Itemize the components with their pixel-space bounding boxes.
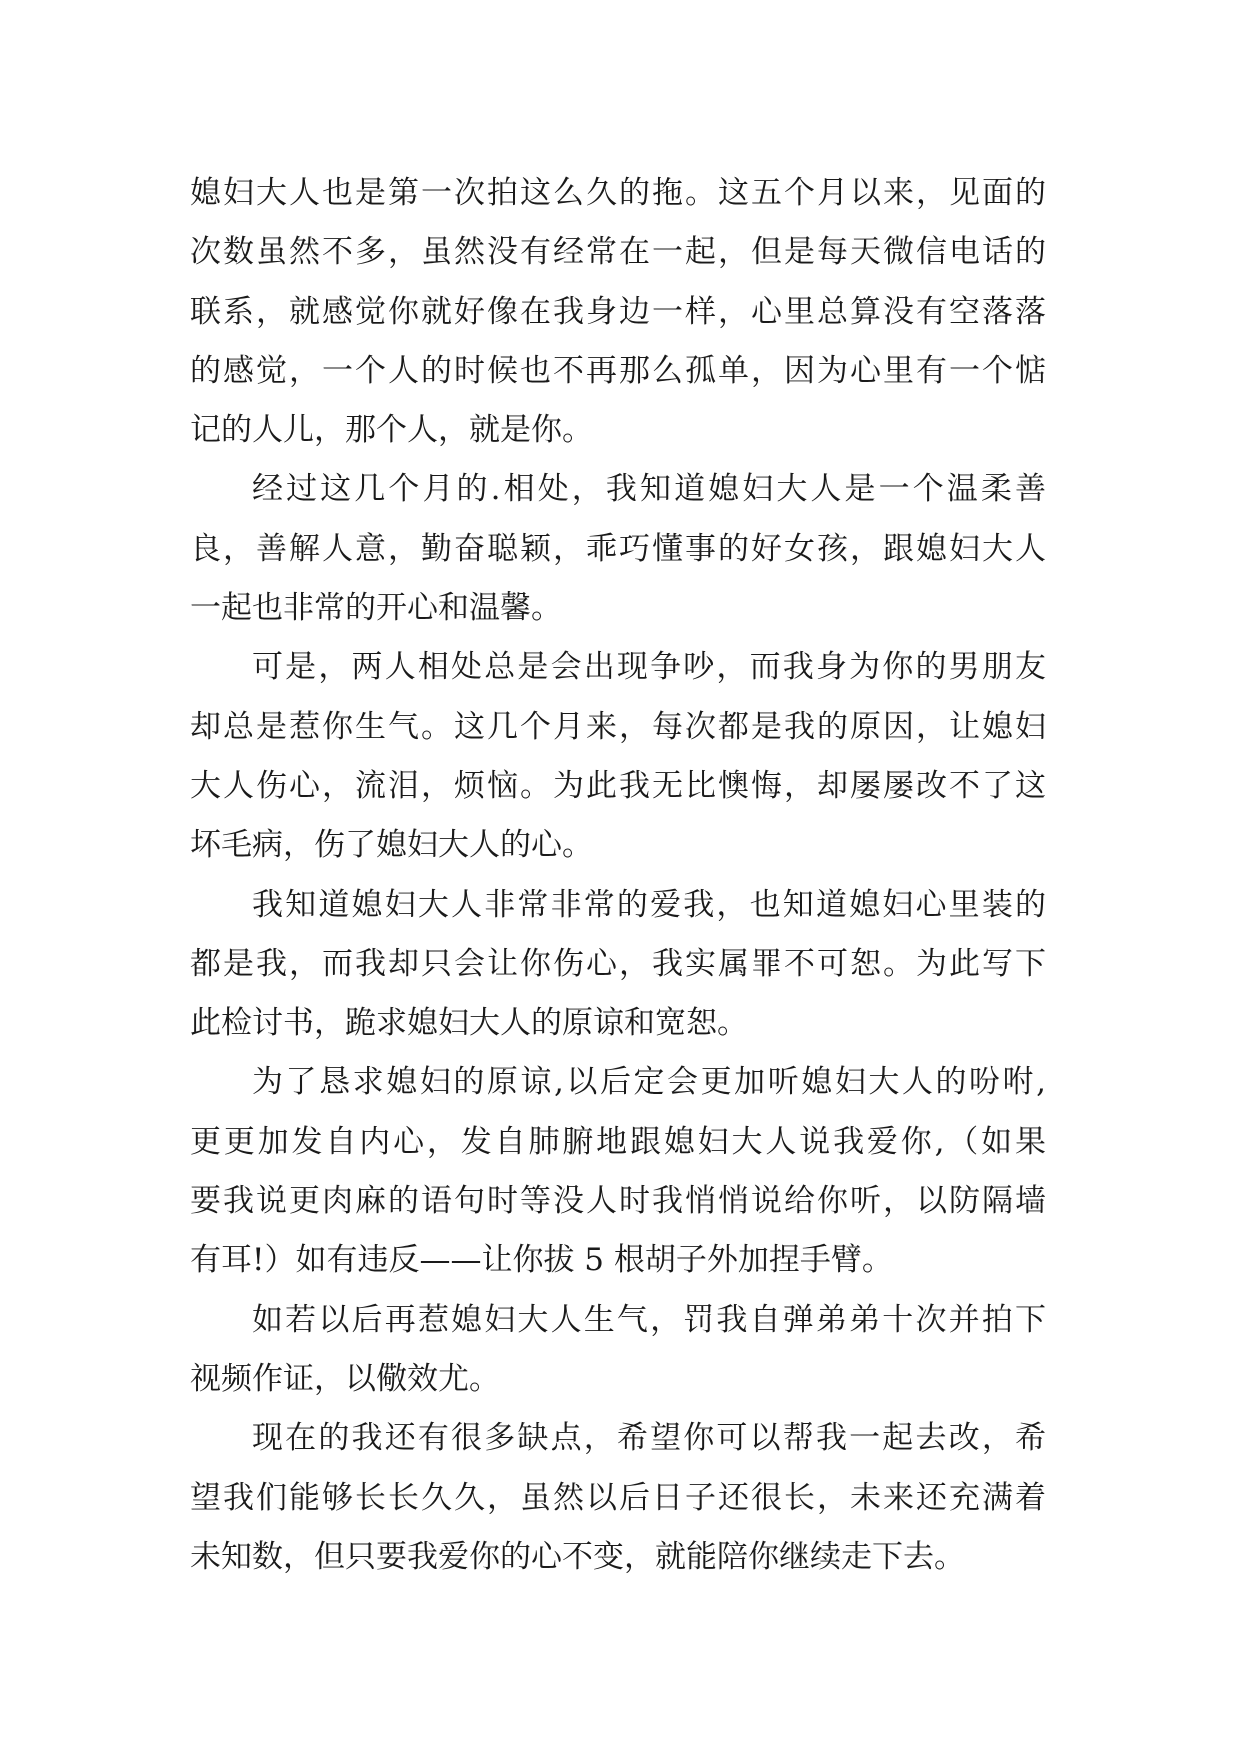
text-line: 未知数，但只要我爱你的心不变，就能陪你继续走下去。 bbox=[190, 1538, 965, 1575]
text-line: 视频作证，以儆效尤。 bbox=[190, 1360, 500, 1397]
text-line: 坏毛病，伤了媳妇大人的心。 bbox=[190, 827, 593, 864]
text-line: 一起也非常的开心和温馨。 bbox=[190, 590, 562, 627]
paragraph bbox=[190, 1053, 1046, 1290]
paragraph bbox=[190, 1409, 1046, 1587]
text-line: 大人伤心，流泪，烦恼。为此我无比懊悔，却屡屡改不了这 bbox=[190, 767, 1046, 804]
text-line: 媳妇大人也是第一次拍这么久的拖。这五个月以来，见面的 bbox=[190, 175, 1046, 211]
text-line: 良，善解人意，勤奋聪颖，乖巧懂事的好女孩，跟媳妇大人 bbox=[190, 530, 1046, 567]
text-line: 可是，两人相处总是会出现争吵，而我身为你的男朋友 bbox=[252, 649, 1046, 686]
text-line: 如若以后再惹媳妇大人生气，罚我自弹弟弟十次并拍下 bbox=[252, 1301, 1046, 1338]
text-line: 更更加发自内心，发自肺腑地跟媳妇大人说我爱你,（如果 bbox=[190, 1123, 1046, 1160]
paragraph bbox=[190, 638, 1046, 875]
text-line: 为了恳求媳妇的原谅,以后定会更加听媳妇大人的吩咐, bbox=[252, 1064, 1046, 1101]
paragraph bbox=[190, 164, 1046, 460]
text-line: 现在的我还有很多缺点，希望你可以帮我一起去改，希 bbox=[252, 1420, 1046, 1457]
text-line: 我知道媳妇大人非常非常的爱我，也知道媳妇心里装的 bbox=[252, 886, 1046, 923]
text-line: 经过这几个月的.相处，我知道媳妇大人是一个温柔善 bbox=[252, 471, 1046, 508]
text-line: 联系，就感觉你就好像在我身边一样，心里总算没有空落落 bbox=[190, 293, 1046, 330]
text-line: 都是我，而我却只会让你伤心，我实属罪不可恕。为此写下 bbox=[190, 945, 1046, 982]
text-line: 却总是惹你生气。这几个月来，每次都是我的原因，让媳妇 bbox=[190, 708, 1046, 745]
text-line: 要我说更肉麻的语句时等没人时我悄悄说给你听，以防隔墙 bbox=[190, 1183, 1046, 1220]
text-line: 此检讨书，跪求媳妇大人的原谅和宽恕。 bbox=[190, 1005, 748, 1042]
text-line: 望我们能够长长久久，虽然以后日子还很长，未来还充满着 bbox=[190, 1479, 1046, 1516]
text-line: 次数虽然不多，虽然没有经常在一起，但是每天微信电话的 bbox=[190, 234, 1046, 271]
text-line: 记的人儿，那个人，就是你。 bbox=[190, 412, 593, 449]
paragraph bbox=[190, 460, 1046, 638]
text-line: 的感觉，一个人的时候也不再那么孤单，因为心里有一个惦 bbox=[190, 352, 1046, 389]
paragraph bbox=[190, 876, 1046, 1054]
document-body bbox=[190, 164, 1046, 1587]
text-line: 有耳!）如有违反——让你拔 5 根胡子外加捏手臂。 bbox=[190, 1242, 893, 1279]
paragraph bbox=[190, 1291, 1046, 1410]
